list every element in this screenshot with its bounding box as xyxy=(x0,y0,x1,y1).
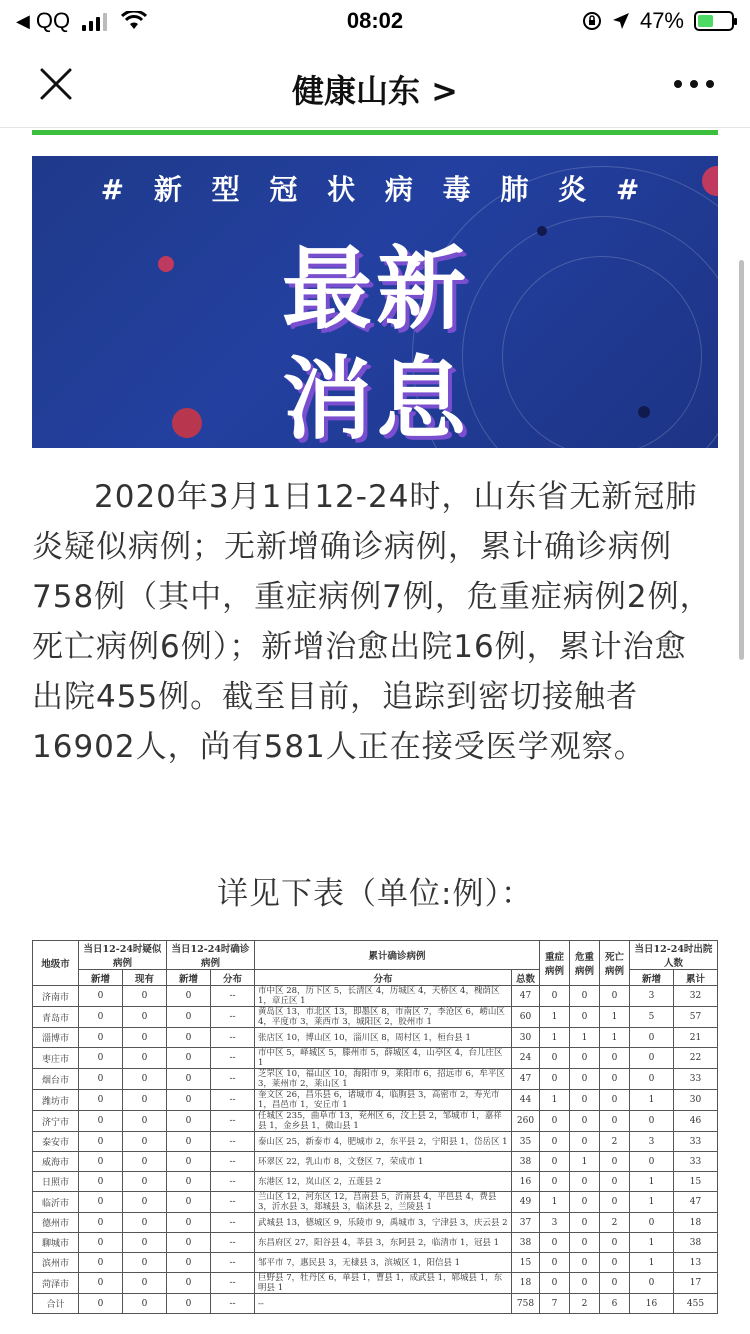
cell-city: 泰安市 xyxy=(33,1132,79,1152)
carrier-label[interactable]: QQ xyxy=(35,8,71,33)
cell-total: 24 xyxy=(512,1048,540,1069)
cell-critical: 0 xyxy=(570,1253,600,1273)
cell-s-cur: 0 xyxy=(123,1233,167,1253)
cell-dist: 奎文区 26，昌乐县 6，诸城市 4，临朐县 3，高密市 2，寿光市 1，昌邑市 1，安丘市 1 xyxy=(255,1090,512,1111)
cell-c-dist: -- xyxy=(211,1048,255,1069)
cell-critical: 0 xyxy=(570,1069,600,1090)
cell-s-cur: 0 xyxy=(123,1253,167,1273)
cell-c-new: 0 xyxy=(167,1192,211,1213)
cell-d-cum: 33 xyxy=(674,1132,718,1152)
header-region: 地级市 xyxy=(33,941,79,986)
cell-d-cum: 46 xyxy=(674,1111,718,1132)
cell-total: 60 xyxy=(512,1007,540,1028)
table-row xyxy=(33,1152,718,1172)
cell-c-dist: -- xyxy=(211,1253,255,1273)
cell-dist: 武城县 13，德城区 9，乐陵市 9，禹城市 3，宁津县 3，庆云县 2 xyxy=(255,1213,512,1233)
nav-bar xyxy=(0,40,750,128)
cell-s-cur: 0 xyxy=(123,1132,167,1152)
cell-d-new: 5 xyxy=(630,1007,674,1028)
cell-total: 260 xyxy=(512,1111,540,1132)
cell-critical: 0 xyxy=(570,1007,600,1028)
cell-total: 47 xyxy=(512,986,540,1007)
cell-severe: 1 xyxy=(540,1028,570,1048)
table-row xyxy=(33,1069,718,1090)
subheader-current: 现有 xyxy=(123,970,167,986)
cell-c-dist: -- xyxy=(211,1233,255,1253)
status-bar xyxy=(0,0,750,40)
cell-severe: 0 xyxy=(540,1048,570,1069)
cell-c-dist: -- xyxy=(211,1132,255,1152)
cell-c-dist: -- xyxy=(211,1111,255,1132)
cell-d-new: 16 xyxy=(630,1294,674,1314)
cell-d-cum: 17 xyxy=(674,1273,718,1294)
cell-dist: 东昌府区 27，阳谷县 4，莘县 3，东阿县 2，临清市 1，冠县 1 xyxy=(255,1233,512,1253)
cell-d-new: 3 xyxy=(630,1132,674,1152)
subheader-distribution: 分布 xyxy=(255,970,512,986)
cell-s-cur: 0 xyxy=(123,986,167,1007)
cell-d-new: 1 xyxy=(630,1172,674,1192)
cell-city: 滨州市 xyxy=(33,1253,79,1273)
cell-death: 0 xyxy=(600,1048,630,1069)
cell-severe: 7 xyxy=(540,1294,570,1314)
rotation-lock-icon xyxy=(582,11,602,31)
clock: 08:02 xyxy=(346,8,404,33)
cell-s-new: 0 xyxy=(79,1192,123,1213)
header-severe: 重症病例 xyxy=(540,941,570,986)
cell-critical: 0 xyxy=(570,1172,600,1192)
cell-s-new: 0 xyxy=(79,1048,123,1069)
cell-critical: 2 xyxy=(570,1294,600,1314)
cell-s-cur: 0 xyxy=(123,1028,167,1048)
cell-severe: 1 xyxy=(540,1007,570,1028)
cell-dist: -- xyxy=(255,1294,512,1314)
cell-s-new: 0 xyxy=(79,1069,123,1090)
cell-total: 37 xyxy=(512,1213,540,1233)
cell-dist: 市中区 28，历下区 5，长清区 4，历城区 4，天桥区 4，槐荫区 1，章丘区 1 xyxy=(255,986,512,1007)
cell-c-new: 0 xyxy=(167,1048,211,1069)
table-row xyxy=(33,1233,718,1253)
cell-c-new: 0 xyxy=(167,1028,211,1048)
cell-death: 2 xyxy=(600,1213,630,1233)
cell-d-cum: 30 xyxy=(674,1090,718,1111)
cell-s-cur: 0 xyxy=(123,1048,167,1069)
cell-d-cum: 32 xyxy=(674,986,718,1007)
cell-critical: 1 xyxy=(570,1028,600,1048)
cell-s-new: 0 xyxy=(79,1111,123,1132)
cell-total: 18 xyxy=(512,1273,540,1294)
cell-total: 38 xyxy=(512,1233,540,1253)
cell-severe: 0 xyxy=(540,1253,570,1273)
cell-total: 16 xyxy=(512,1172,540,1192)
cell-total: 44 xyxy=(512,1090,540,1111)
cell-dist: 黄岛区 13，市北区 13，即墨区 8，市南区 7，李沧区 6，崂山区 4，平度市 3，莱西市 3，城阳区 2，胶州市 1 xyxy=(255,1007,512,1028)
header-death: 死亡病例 xyxy=(600,941,630,986)
cell-s-new: 0 xyxy=(79,1253,123,1273)
cell-city: 青岛市 xyxy=(33,1007,79,1028)
cell-c-dist: -- xyxy=(211,1090,255,1111)
cell-d-new: 3 xyxy=(630,986,674,1007)
cell-d-new: 0 xyxy=(630,1028,674,1048)
cell-c-new: 0 xyxy=(167,1152,211,1172)
cell-c-new: 0 xyxy=(167,1233,211,1253)
cell-severe: 0 xyxy=(540,1273,570,1294)
cell-death: 1 xyxy=(600,1028,630,1048)
cell-c-dist: -- xyxy=(211,1172,255,1192)
cell-city: 枣庄市 xyxy=(33,1048,79,1069)
table-row xyxy=(33,1273,718,1294)
cell-city: 临沂市 xyxy=(33,1192,79,1213)
cell-critical: 0 xyxy=(570,1048,600,1069)
cell-c-dist: -- xyxy=(211,1007,255,1028)
cell-d-cum: 33 xyxy=(674,1069,718,1090)
cell-death: 0 xyxy=(600,986,630,1007)
header-critical: 危重病例 xyxy=(570,941,600,986)
cell-severe: 0 xyxy=(540,1172,570,1192)
cell-d-new: 1 xyxy=(630,1233,674,1253)
battery-icon xyxy=(694,11,734,31)
cell-total: 38 xyxy=(512,1152,540,1172)
cell-d-cum: 38 xyxy=(674,1233,718,1253)
cell-severe: 0 xyxy=(540,986,570,1007)
banner-headline-1: 最新 xyxy=(282,237,470,342)
cell-severe: 3 xyxy=(540,1213,570,1233)
cell-total: 30 xyxy=(512,1028,540,1048)
cell-city: 济南市 xyxy=(33,986,79,1007)
cell-total: 35 xyxy=(512,1132,540,1152)
cell-death: 0 xyxy=(600,1152,630,1172)
cell-critical: 0 xyxy=(570,1111,600,1132)
cell-c-new: 0 xyxy=(167,1172,211,1192)
subheader-new: 新增 xyxy=(630,970,674,986)
cell-c-new: 0 xyxy=(167,986,211,1007)
cell-total: 15 xyxy=(512,1253,540,1273)
cell-death: 0 xyxy=(600,1233,630,1253)
cell-d-new: 0 xyxy=(630,1111,674,1132)
cell-dist: 兰山区 12，河东区 12，莒南县 5，沂南县 4，平邑县 4，费县 3，沂水县 3，郯城县 3，临沭县 2，兰陵县 1 xyxy=(255,1192,512,1213)
cell-c-dist: -- xyxy=(211,1192,255,1213)
battery-percent: 47% xyxy=(639,8,684,33)
cell-s-cur: 0 xyxy=(123,1172,167,1192)
cell-dist: 邹平市 7，惠民县 3，无棣县 3，滨城区 1，阳信县 1 xyxy=(255,1253,512,1273)
cell-critical: 0 xyxy=(570,1192,600,1213)
cell-s-cur: 0 xyxy=(123,1069,167,1090)
cell-death: 6 xyxy=(600,1294,630,1314)
back-to-app-icon[interactable]: ◀ xyxy=(16,10,30,31)
cell-s-cur: 0 xyxy=(123,1152,167,1172)
table-row xyxy=(33,1294,718,1314)
cell-d-new: 0 xyxy=(630,1213,674,1233)
table-body xyxy=(33,986,718,1314)
header-suspect: 当日12-24时疑似病例 xyxy=(79,941,167,970)
cell-s-new: 0 xyxy=(79,1007,123,1028)
subheader-distribution: 分布 xyxy=(211,970,255,986)
cell-d-new: 0 xyxy=(630,1069,674,1090)
cell-s-new: 0 xyxy=(79,1294,123,1314)
cell-c-new: 0 xyxy=(167,1069,211,1090)
cell-d-new: 1 xyxy=(630,1090,674,1111)
cell-critical: 0 xyxy=(570,1132,600,1152)
cell-death: 1 xyxy=(600,1007,630,1028)
cell-total: 47 xyxy=(512,1069,540,1090)
cell-dist: 巨野县 7，牡丹区 6，单县 1，曹县 1，成武县 1，郓城县 1，东明县 1 xyxy=(255,1273,512,1294)
cell-c-new: 0 xyxy=(167,1111,211,1132)
cell-city: 菏泽市 xyxy=(33,1273,79,1294)
table-row xyxy=(33,1213,718,1233)
table-row xyxy=(33,1007,718,1028)
cell-death: 2 xyxy=(600,1132,630,1152)
cell-c-new: 0 xyxy=(167,1132,211,1152)
cell-s-cur: 0 xyxy=(123,1192,167,1213)
subheader-cumulative: 累计 xyxy=(674,970,718,986)
cell-d-cum: 33 xyxy=(674,1152,718,1172)
cell-death: 0 xyxy=(600,1192,630,1213)
cell-s-cur: 0 xyxy=(123,1007,167,1028)
page-scrollbar[interactable] xyxy=(739,260,744,660)
cell-c-new: 0 xyxy=(167,1253,211,1273)
cell-critical: 0 xyxy=(570,1090,600,1111)
cell-s-new: 0 xyxy=(79,986,123,1007)
cell-dist: 泰山区 25，新泰市 4，肥城市 2，东平县 2，宁阳县 1，岱岳区 1 xyxy=(255,1132,512,1152)
cell-d-cum: 47 xyxy=(674,1192,718,1213)
cell-critical: 0 xyxy=(570,1233,600,1253)
cell-s-cur: 0 xyxy=(123,1111,167,1132)
cell-d-new: 0 xyxy=(630,1048,674,1069)
cell-dist: 环翠区 22，乳山市 8，文登区 7，荣成市 1 xyxy=(255,1152,512,1172)
header-cumulative: 累计确诊病例 xyxy=(255,941,540,970)
cell-total: 49 xyxy=(512,1192,540,1213)
table-row xyxy=(33,1111,718,1132)
cell-c-dist: -- xyxy=(211,1213,255,1233)
article-paragraph: 2020年3月1日12-24时，山东省无新冠肺炎疑似病例；无新增确诊病例，累计确诊病例758例（其中，重症病例7例，危重症病例2例，死亡病例6例）；新增治愈出院16例，累计治愈出院455例。截至目前，追踪到密切接触者16902人，尚有581人正在接受医学观察。 xyxy=(32,479,712,765)
table-row xyxy=(33,986,718,1007)
cell-s-new: 0 xyxy=(79,1132,123,1152)
cell-city: 威海市 xyxy=(33,1152,79,1172)
cell-city: 烟台市 xyxy=(33,1069,79,1090)
cell-total: 758 xyxy=(512,1294,540,1314)
table-row xyxy=(33,1048,718,1069)
cell-c-dist: -- xyxy=(211,1069,255,1090)
table-row xyxy=(33,1090,718,1111)
table-row xyxy=(33,1132,718,1152)
cell-severe: 0 xyxy=(540,1111,570,1132)
subheader-new: 新增 xyxy=(79,970,123,986)
cell-d-cum: 13 xyxy=(674,1253,718,1273)
battery-level xyxy=(698,15,713,27)
cell-s-new: 0 xyxy=(79,1090,123,1111)
cell-s-cur: 0 xyxy=(123,1273,167,1294)
cell-dist: 任城区 235，曲阜市 13，兖州区 6，汶上县 2，邹城市 1，嘉祥县 1，金乡县 1，微山县 1 xyxy=(255,1111,512,1132)
cell-severe: 1 xyxy=(540,1192,570,1213)
cell-city: 合计 xyxy=(33,1294,79,1314)
cell-s-new: 0 xyxy=(79,1213,123,1233)
cell-c-dist: -- xyxy=(211,1273,255,1294)
cell-s-cur: 0 xyxy=(123,1213,167,1233)
cell-d-cum: 18 xyxy=(674,1213,718,1233)
cell-d-cum: 455 xyxy=(674,1294,718,1314)
cell-critical: 1 xyxy=(570,1152,600,1172)
cell-c-dist: -- xyxy=(211,1294,255,1314)
cell-city: 德州市 xyxy=(33,1213,79,1233)
cell-d-cum: 21 xyxy=(674,1028,718,1048)
cell-city: 淄博市 xyxy=(33,1028,79,1048)
header-discharged: 当日12-24时出院人数 xyxy=(630,941,718,970)
cell-d-cum: 22 xyxy=(674,1048,718,1069)
cell-c-dist: -- xyxy=(211,986,255,1007)
cell-city: 日照市 xyxy=(33,1172,79,1192)
status-right xyxy=(582,8,734,34)
banner-headline-2: 消息 xyxy=(282,347,470,448)
header-confirm: 当日12-24时确诊病例 xyxy=(167,941,255,970)
covid-stats-table xyxy=(32,940,718,1314)
cell-dist: 东港区 12，岚山区 2，五莲县 2 xyxy=(255,1172,512,1192)
cell-death: 0 xyxy=(600,1273,630,1294)
cell-s-new: 0 xyxy=(79,1233,123,1253)
table-row xyxy=(33,1253,718,1273)
cell-c-dist: -- xyxy=(211,1152,255,1172)
cell-severe: 0 xyxy=(540,1132,570,1152)
cell-dist: 市中区 5，峄城区 5，滕州市 5，薛城区 4，山亭区 4，台儿庄区 1 xyxy=(255,1048,512,1069)
cell-d-cum: 57 xyxy=(674,1007,718,1028)
cell-s-cur: 0 xyxy=(123,1090,167,1111)
subheader-total: 总数 xyxy=(512,970,540,986)
table-row xyxy=(33,1172,718,1192)
table-row xyxy=(33,1192,718,1213)
cell-s-new: 0 xyxy=(79,1172,123,1192)
cell-critical: 0 xyxy=(570,986,600,1007)
cell-dist: 芝罘区 10，福山区 10，海阳市 9，莱阳市 6，招远市 6，牟平区 3，莱州市 2，莱山区 1 xyxy=(255,1069,512,1090)
cell-city: 聊城市 xyxy=(33,1233,79,1253)
cell-severe: 0 xyxy=(540,1152,570,1172)
cell-critical: 0 xyxy=(570,1213,600,1233)
cell-severe: 0 xyxy=(540,1233,570,1253)
banner-tag: # 新 型 冠 状 病 毒 肺 炎 # xyxy=(100,173,650,206)
cell-dist: 张店区 10，博山区 10，淄川区 8，周村区 1，桓台县 1 xyxy=(255,1028,512,1048)
cell-city: 济宁市 xyxy=(33,1111,79,1132)
table-caption: 详见下表（单位:例）： xyxy=(217,876,533,912)
cell-d-new: 1 xyxy=(630,1192,674,1213)
cell-city: 潍坊市 xyxy=(33,1090,79,1111)
cell-d-new: 0 xyxy=(630,1273,674,1294)
cell-s-new: 0 xyxy=(79,1273,123,1294)
cell-c-new: 0 xyxy=(167,1273,211,1294)
cell-death: 0 xyxy=(600,1069,630,1090)
cell-s-new: 0 xyxy=(79,1152,123,1172)
table-row xyxy=(33,1028,718,1048)
cell-severe: 1 xyxy=(540,1090,570,1111)
nav-title[interactable]: 健康山东 > xyxy=(292,72,458,110)
news-banner-image xyxy=(32,156,718,448)
cell-severe: 0 xyxy=(540,1069,570,1090)
cell-c-new: 0 xyxy=(167,1007,211,1028)
green-divider xyxy=(32,130,718,135)
cell-c-new: 0 xyxy=(167,1090,211,1111)
cell-death: 0 xyxy=(600,1172,630,1192)
cell-death: 0 xyxy=(600,1090,630,1111)
cell-d-new: 0 xyxy=(630,1152,674,1172)
more-options-icon[interactable] xyxy=(674,80,714,88)
cell-d-new: 1 xyxy=(630,1253,674,1273)
cell-c-new: 0 xyxy=(167,1213,211,1233)
location-arrow-icon xyxy=(612,12,630,30)
cell-death: 0 xyxy=(600,1253,630,1273)
cell-d-cum: 15 xyxy=(674,1172,718,1192)
subheader-new: 新增 xyxy=(167,970,211,986)
cell-s-new: 0 xyxy=(79,1028,123,1048)
cell-death: 0 xyxy=(600,1111,630,1132)
cell-s-cur: 0 xyxy=(123,1294,167,1314)
cell-critical: 0 xyxy=(570,1273,600,1294)
cell-c-dist: -- xyxy=(211,1028,255,1048)
cell-c-new: 0 xyxy=(167,1294,211,1314)
